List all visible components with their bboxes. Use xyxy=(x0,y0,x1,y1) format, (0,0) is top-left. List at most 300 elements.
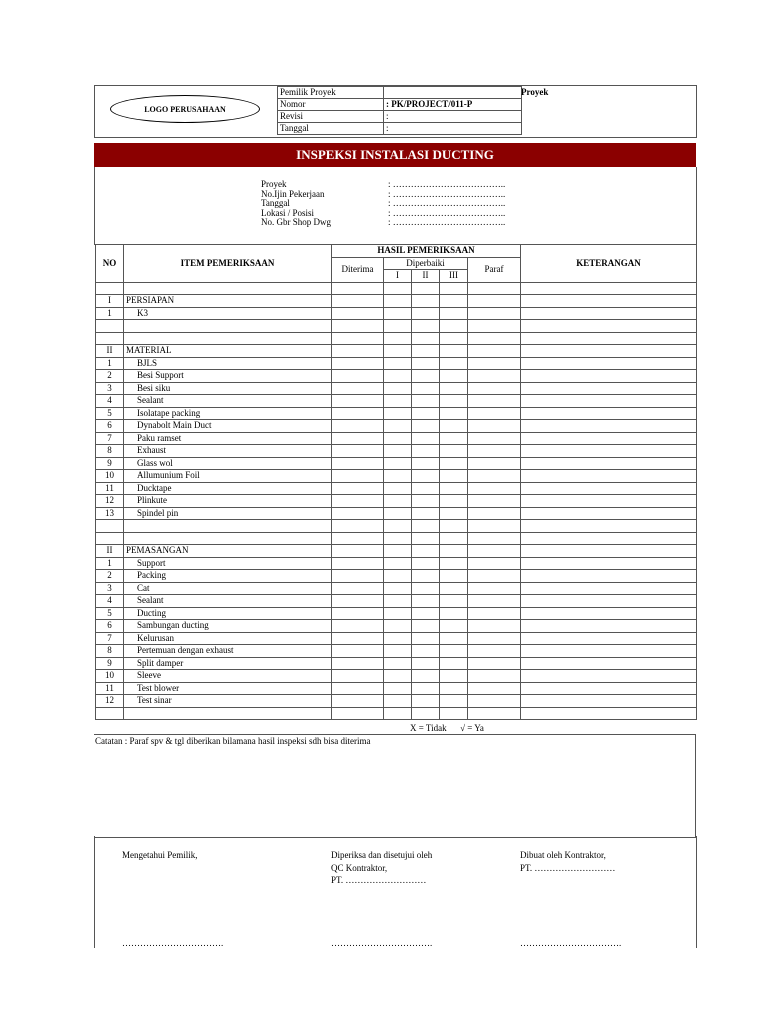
project-info-row xyxy=(261,218,541,228)
cell-paraf[interactable] xyxy=(468,382,521,395)
cell-diterima[interactable] xyxy=(332,495,384,508)
cell-i[interactable] xyxy=(384,632,412,645)
cell-ii[interactable] xyxy=(412,457,440,470)
cell-ii[interactable] xyxy=(412,582,440,595)
table-row xyxy=(96,445,697,458)
cell-i[interactable] xyxy=(384,607,412,620)
cell-i[interactable] xyxy=(384,320,412,333)
cell-paraf[interactable] xyxy=(468,620,521,633)
signature-block xyxy=(122,849,198,862)
cell-keterangan[interactable] xyxy=(521,382,697,395)
cell-paraf[interactable] xyxy=(468,557,521,570)
cell-paraf[interactable] xyxy=(468,507,521,520)
row-item: Ducting xyxy=(124,607,332,620)
cell-iii[interactable] xyxy=(440,445,468,458)
cell-diterima[interactable] xyxy=(332,545,384,558)
row-no: 5 xyxy=(96,607,124,620)
cell-keterangan[interactable] xyxy=(521,607,697,620)
cell-i[interactable] xyxy=(384,657,412,670)
signature-block xyxy=(331,849,432,887)
row-no xyxy=(96,532,124,545)
cell-iii[interactable] xyxy=(440,295,468,308)
cell-diterima[interactable] xyxy=(332,307,384,320)
cell-iii[interactable] xyxy=(440,332,468,345)
cell-paraf[interactable] xyxy=(468,582,521,595)
cell-ii[interactable] xyxy=(412,607,440,620)
cell-i[interactable] xyxy=(384,432,412,445)
cell-diterima[interactable] xyxy=(332,382,384,395)
row-item xyxy=(124,520,332,533)
cell-ii[interactable] xyxy=(412,432,440,445)
cell-iii[interactable] xyxy=(440,307,468,320)
cell-iii[interactable] xyxy=(440,395,468,408)
cell-iii[interactable] xyxy=(440,682,468,695)
cell-i[interactable] xyxy=(384,332,412,345)
cell-iii[interactable] xyxy=(440,582,468,595)
cell-i[interactable] xyxy=(384,582,412,595)
cell-paraf[interactable] xyxy=(468,357,521,370)
cell-iii[interactable] xyxy=(440,482,468,495)
cell-keterangan[interactable] xyxy=(521,482,697,495)
cell-i[interactable] xyxy=(384,370,412,383)
row-item: Exhaust xyxy=(124,445,332,458)
cell-i[interactable] xyxy=(384,457,412,470)
project-info-label: Proyek xyxy=(261,179,287,189)
cell-keterangan[interactable] xyxy=(521,445,697,458)
cell-paraf[interactable] xyxy=(468,657,521,670)
cell-ii[interactable] xyxy=(412,407,440,420)
row-no: 4 xyxy=(96,395,124,408)
table-row xyxy=(96,420,697,433)
row-item: Kelurusan xyxy=(124,632,332,645)
cell-keterangan[interactable] xyxy=(521,495,697,508)
col-i-header: I xyxy=(384,270,412,283)
cell-paraf[interactable] xyxy=(468,307,521,320)
cell-keterangan[interactable] xyxy=(521,695,697,708)
cell-keterangan[interactable] xyxy=(521,370,697,383)
cell-ii[interactable] xyxy=(412,507,440,520)
cell-paraf[interactable] xyxy=(468,320,521,333)
cell-paraf[interactable] xyxy=(468,345,521,358)
cell-diterima[interactable] xyxy=(332,670,384,683)
cell-diterima[interactable] xyxy=(332,532,384,545)
cell-diterima[interactable] xyxy=(332,645,384,658)
cell-paraf[interactable] xyxy=(468,432,521,445)
project-info-value: : ……………………………….. xyxy=(388,198,506,208)
row-no: 10 xyxy=(96,470,124,483)
cell-paraf[interactable] xyxy=(468,545,521,558)
row-item xyxy=(124,332,332,345)
cell-diterima[interactable] xyxy=(332,520,384,533)
project-info-label: Tanggal xyxy=(261,198,290,208)
catatan-note: Catatan : Paraf spv & tgl diberikan bilamana hasil inspeksi sdh bisa diterima xyxy=(95,736,371,746)
cell-keterangan[interactable] xyxy=(521,282,697,295)
cell-ii[interactable] xyxy=(412,645,440,658)
row-item: Test blower xyxy=(124,682,332,695)
row-no: 8 xyxy=(96,445,124,458)
cell-ii[interactable] xyxy=(412,532,440,545)
cell-keterangan[interactable] xyxy=(521,432,697,445)
cell-i[interactable] xyxy=(384,570,412,583)
row-item: Test sinar xyxy=(124,695,332,708)
cell-paraf[interactable] xyxy=(468,445,521,458)
cell-paraf[interactable] xyxy=(468,457,521,470)
cell-ii[interactable] xyxy=(412,307,440,320)
form-title: INSPEKSI INSTALASI DUCTING xyxy=(296,147,494,162)
cell-i[interactable] xyxy=(384,695,412,708)
header-row-value xyxy=(384,87,522,99)
cell-i[interactable] xyxy=(384,420,412,433)
cell-diterima[interactable] xyxy=(332,282,384,295)
signature-line: QC Kontraktor, xyxy=(331,862,388,873)
table-row xyxy=(96,695,697,708)
cell-keterangan[interactable] xyxy=(521,645,697,658)
cell-ii[interactable] xyxy=(412,670,440,683)
cell-keterangan[interactable] xyxy=(521,320,697,333)
cell-diterima[interactable] xyxy=(332,470,384,483)
cell-diterima[interactable] xyxy=(332,557,384,570)
row-no: 1 xyxy=(96,357,124,370)
cell-paraf[interactable] xyxy=(468,420,521,433)
cell-i[interactable] xyxy=(384,520,412,533)
cell-keterangan[interactable] xyxy=(521,532,697,545)
cell-i[interactable] xyxy=(384,707,412,720)
cell-iii[interactable] xyxy=(440,432,468,445)
row-no: II xyxy=(96,345,124,358)
cell-ii[interactable] xyxy=(412,657,440,670)
cell-i[interactable] xyxy=(384,595,412,608)
cell-ii[interactable] xyxy=(412,332,440,345)
cell-ii[interactable] xyxy=(412,382,440,395)
cell-iii[interactable] xyxy=(440,632,468,645)
cell-keterangan[interactable] xyxy=(521,595,697,608)
cell-iii[interactable] xyxy=(440,620,468,633)
row-no: 7 xyxy=(96,432,124,445)
row-item: Support xyxy=(124,557,332,570)
table-row xyxy=(96,645,697,658)
table-row xyxy=(96,545,697,558)
cell-iii[interactable] xyxy=(440,657,468,670)
cell-diterima[interactable] xyxy=(332,432,384,445)
header-row xyxy=(278,123,522,135)
cell-ii[interactable] xyxy=(412,595,440,608)
header-row-value: : xyxy=(384,111,522,123)
cell-keterangan[interactable] xyxy=(521,582,697,595)
cell-keterangan[interactable] xyxy=(521,345,697,358)
cell-paraf[interactable] xyxy=(468,682,521,695)
signature-placeholder[interactable]: ……………………………. xyxy=(331,938,433,948)
company-logo-text: LOGO PERUSAHAAN xyxy=(144,104,226,114)
table-row xyxy=(96,607,697,620)
table-row xyxy=(96,557,697,570)
col-paraf-header: Paraf xyxy=(468,257,521,282)
col-diperbaiki-header: Diperbaiki xyxy=(384,257,468,270)
cell-i[interactable] xyxy=(384,482,412,495)
cell-paraf[interactable] xyxy=(468,332,521,345)
cell-ii[interactable] xyxy=(412,282,440,295)
row-no: 4 xyxy=(96,595,124,608)
cell-iii[interactable] xyxy=(440,695,468,708)
row-no: 11 xyxy=(96,682,124,695)
cell-diterima[interactable] xyxy=(332,570,384,583)
cell-paraf[interactable] xyxy=(468,670,521,683)
table-row xyxy=(96,395,697,408)
cell-diterima[interactable] xyxy=(332,295,384,308)
cell-i[interactable] xyxy=(384,682,412,695)
cell-keterangan[interactable] xyxy=(521,557,697,570)
cell-ii[interactable] xyxy=(412,545,440,558)
cell-i[interactable] xyxy=(384,620,412,633)
cell-paraf[interactable] xyxy=(468,470,521,483)
cell-diterima[interactable] xyxy=(332,370,384,383)
cell-diterima[interactable] xyxy=(332,582,384,595)
inspection-table xyxy=(95,244,697,720)
cell-i[interactable] xyxy=(384,495,412,508)
cell-ii[interactable] xyxy=(412,295,440,308)
table-row xyxy=(96,707,697,720)
cell-paraf[interactable] xyxy=(468,520,521,533)
cell-paraf[interactable] xyxy=(468,707,521,720)
cell-ii[interactable] xyxy=(412,570,440,583)
cell-paraf[interactable] xyxy=(468,282,521,295)
cell-diterima[interactable] xyxy=(332,420,384,433)
cell-paraf[interactable] xyxy=(468,695,521,708)
cell-diterima[interactable] xyxy=(332,657,384,670)
cell-paraf[interactable] xyxy=(468,607,521,620)
cell-diterima[interactable] xyxy=(332,595,384,608)
cell-keterangan[interactable] xyxy=(521,545,697,558)
project-info-label: Lokasi / Posisi xyxy=(261,207,315,218)
cell-i[interactable] xyxy=(384,507,412,520)
cell-diterima[interactable] xyxy=(332,632,384,645)
cell-i[interactable] xyxy=(384,445,412,458)
cell-iii[interactable] xyxy=(440,420,468,433)
signature-placeholder[interactable]: ……………………………. xyxy=(122,938,224,948)
cell-keterangan[interactable] xyxy=(521,570,697,583)
cell-keterangan[interactable] xyxy=(521,470,697,483)
row-item xyxy=(124,532,332,545)
cell-ii[interactable] xyxy=(412,620,440,633)
row-item: Spindel pin xyxy=(124,507,332,520)
cell-diterima[interactable] xyxy=(332,395,384,408)
table-row xyxy=(96,482,697,495)
cell-iii[interactable] xyxy=(440,707,468,720)
cell-keterangan[interactable] xyxy=(521,632,697,645)
cell-diterima[interactable] xyxy=(332,607,384,620)
signature-line: PT. ……………………… xyxy=(331,875,427,885)
table-row xyxy=(96,682,697,695)
col-diterima-header: Diterima xyxy=(332,257,384,282)
cell-iii[interactable] xyxy=(440,645,468,658)
cell-iii[interactable] xyxy=(440,407,468,420)
cell-iii[interactable] xyxy=(440,557,468,570)
cell-diterima[interactable] xyxy=(332,695,384,708)
cell-iii[interactable] xyxy=(440,520,468,533)
cell-keterangan[interactable] xyxy=(521,307,697,320)
cell-ii[interactable] xyxy=(412,557,440,570)
cell-ii[interactable] xyxy=(412,345,440,358)
row-item: Sealant xyxy=(124,395,332,408)
header-row-label: Pemilik Proyek xyxy=(278,87,384,99)
table-row xyxy=(96,307,697,320)
cell-diterima[interactable] xyxy=(332,332,384,345)
cell-keterangan[interactable] xyxy=(521,670,697,683)
cell-diterima[interactable] xyxy=(332,407,384,420)
row-item xyxy=(124,707,332,720)
row-no: 2 xyxy=(96,570,124,583)
cell-iii[interactable] xyxy=(440,570,468,583)
document-info-table xyxy=(277,86,522,135)
cell-ii[interactable] xyxy=(412,520,440,533)
cell-paraf[interactable] xyxy=(468,482,521,495)
row-no xyxy=(96,282,124,295)
row-item: Besi siku xyxy=(124,382,332,395)
cell-iii[interactable] xyxy=(440,282,468,295)
cell-ii[interactable] xyxy=(412,682,440,695)
cell-iii[interactable] xyxy=(440,457,468,470)
cell-ii[interactable] xyxy=(412,632,440,645)
cell-iii[interactable] xyxy=(440,545,468,558)
cell-i[interactable] xyxy=(384,532,412,545)
cell-keterangan[interactable] xyxy=(521,395,697,408)
cell-keterangan[interactable] xyxy=(521,457,697,470)
cell-iii[interactable] xyxy=(440,607,468,620)
row-no: 12 xyxy=(96,695,124,708)
cell-keterangan[interactable] xyxy=(521,520,697,533)
cell-keterangan[interactable] xyxy=(521,420,697,433)
cell-ii[interactable] xyxy=(412,695,440,708)
cell-diterima[interactable] xyxy=(332,620,384,633)
cell-iii[interactable] xyxy=(440,370,468,383)
cell-iii[interactable] xyxy=(440,670,468,683)
cell-paraf[interactable] xyxy=(468,595,521,608)
project-info-value: : ……………………………….. xyxy=(388,188,506,199)
cell-paraf[interactable] xyxy=(468,495,521,508)
row-item: Allumunium Foil xyxy=(124,470,332,483)
cell-keterangan[interactable] xyxy=(521,620,697,633)
cell-diterima[interactable] xyxy=(332,507,384,520)
row-no: 8 xyxy=(96,645,124,658)
cell-i[interactable] xyxy=(384,307,412,320)
row-item: Packing xyxy=(124,570,332,583)
cell-iii[interactable] xyxy=(440,345,468,358)
col-no-header: NO xyxy=(96,245,124,283)
table-row xyxy=(96,520,697,533)
table-row xyxy=(96,670,697,683)
cell-ii[interactable] xyxy=(412,420,440,433)
cell-diterima[interactable] xyxy=(332,320,384,333)
table-row xyxy=(96,632,697,645)
row-no: 1 xyxy=(96,307,124,320)
cell-i[interactable] xyxy=(384,557,412,570)
cell-iii[interactable] xyxy=(440,357,468,370)
cell-keterangan[interactable] xyxy=(521,682,697,695)
cell-iii[interactable] xyxy=(440,595,468,608)
cell-ii[interactable] xyxy=(412,707,440,720)
cell-paraf[interactable] xyxy=(468,395,521,408)
cell-diterima[interactable] xyxy=(332,482,384,495)
cell-i[interactable] xyxy=(384,545,412,558)
cell-i[interactable] xyxy=(384,295,412,308)
cell-i[interactable] xyxy=(384,282,412,295)
cell-keterangan[interactable] xyxy=(521,657,697,670)
cell-ii[interactable] xyxy=(412,370,440,383)
col-ii-header: II xyxy=(412,270,440,283)
header-row-value: : PK/PROJECT/011-P xyxy=(384,99,522,111)
table-row xyxy=(96,357,697,370)
signature-block xyxy=(520,849,615,874)
cell-paraf[interactable] xyxy=(468,570,521,583)
row-no: 1 xyxy=(96,557,124,570)
cell-ii[interactable] xyxy=(412,320,440,333)
cell-iii[interactable] xyxy=(440,470,468,483)
row-item: BJLS xyxy=(124,357,332,370)
signature-placeholder[interactable]: ……………………………. xyxy=(520,938,622,948)
cell-keterangan[interactable] xyxy=(521,295,697,308)
cell-diterima[interactable] xyxy=(332,345,384,358)
cell-ii[interactable] xyxy=(412,470,440,483)
notes-area xyxy=(94,734,696,838)
cell-paraf[interactable] xyxy=(468,645,521,658)
header-row-value: : xyxy=(384,123,522,135)
cell-ii[interactable] xyxy=(412,495,440,508)
cell-iii[interactable] xyxy=(440,532,468,545)
cell-diterima[interactable] xyxy=(332,357,384,370)
header-row xyxy=(278,87,522,99)
table-row xyxy=(96,345,697,358)
cell-keterangan[interactable] xyxy=(521,507,697,520)
table-row xyxy=(96,495,697,508)
table-row xyxy=(96,457,697,470)
cell-iii[interactable] xyxy=(440,507,468,520)
cell-keterangan[interactable] xyxy=(521,332,697,345)
row-item: Paku ramset xyxy=(124,432,332,445)
cell-diterima[interactable] xyxy=(332,445,384,458)
cell-ii[interactable] xyxy=(412,357,440,370)
cell-i[interactable] xyxy=(384,670,412,683)
cell-i[interactable] xyxy=(384,345,412,358)
cell-paraf[interactable] xyxy=(468,295,521,308)
cell-keterangan[interactable] xyxy=(521,707,697,720)
cell-keterangan[interactable] xyxy=(521,357,697,370)
cell-diterima[interactable] xyxy=(332,682,384,695)
cell-paraf[interactable] xyxy=(468,407,521,420)
cell-keterangan[interactable] xyxy=(521,407,697,420)
cell-iii[interactable] xyxy=(440,495,468,508)
cell-ii[interactable] xyxy=(412,395,440,408)
cell-i[interactable] xyxy=(384,470,412,483)
cell-i[interactable] xyxy=(384,645,412,658)
cell-i[interactable] xyxy=(384,357,412,370)
cell-ii[interactable] xyxy=(412,482,440,495)
cell-diterima[interactable] xyxy=(332,707,384,720)
cell-paraf[interactable] xyxy=(468,532,521,545)
project-info-label: No.Ijin Pekerjaan xyxy=(261,188,325,199)
cell-ii[interactable] xyxy=(412,445,440,458)
col-keterangan-header: KETERANGAN xyxy=(521,245,697,283)
cell-i[interactable] xyxy=(384,407,412,420)
cell-i[interactable] xyxy=(384,382,412,395)
table-row xyxy=(96,407,697,420)
cell-paraf[interactable] xyxy=(468,632,521,645)
cell-iii[interactable] xyxy=(440,320,468,333)
cell-iii[interactable] xyxy=(440,382,468,395)
cell-i[interactable] xyxy=(384,395,412,408)
cell-paraf[interactable] xyxy=(468,370,521,383)
cell-diterima[interactable] xyxy=(332,457,384,470)
row-item: Glass wol xyxy=(124,457,332,470)
table-row xyxy=(96,382,697,395)
